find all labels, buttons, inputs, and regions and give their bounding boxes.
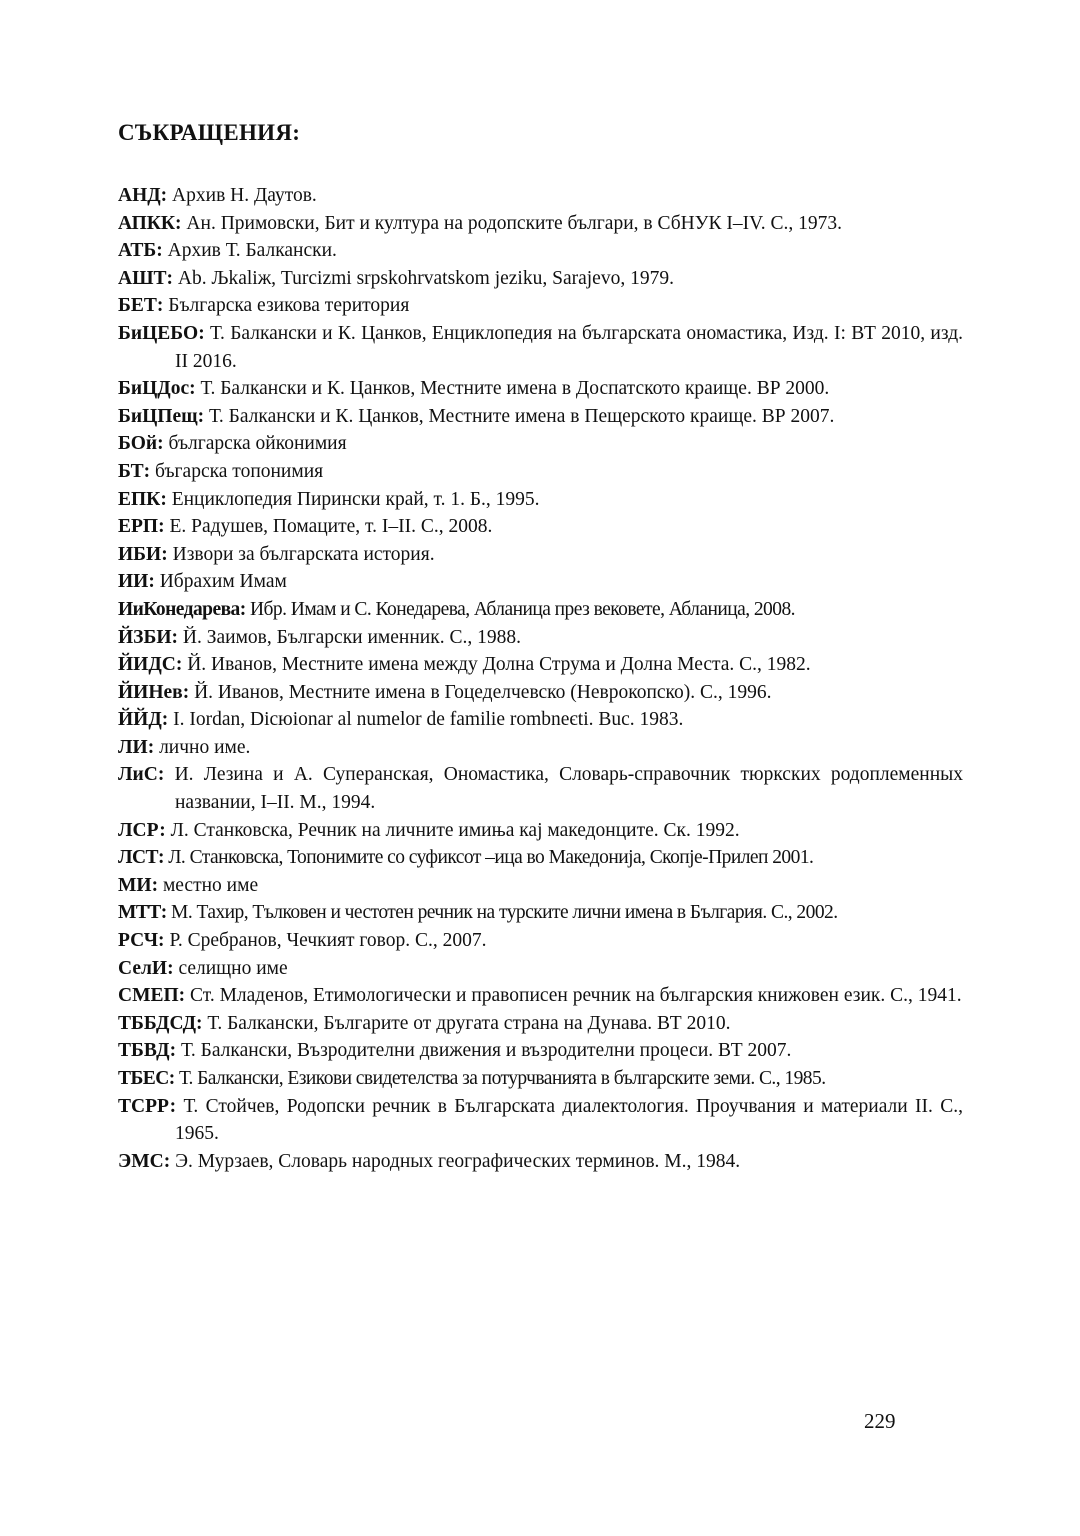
abbreviation: ЕПК:: [118, 488, 167, 510]
list-item: [118, 817, 963, 845]
abbreviation: ЛСР:: [118, 819, 166, 841]
abbreviation-definition: селищно име: [173, 957, 288, 979]
abbreviation-definition: Т. Балкански и К. Цанков, Местните имена в Пещерското краище. ВР 2007.: [204, 405, 835, 427]
abbreviation: ЭМС:: [118, 1150, 171, 1172]
abbreviation: АПКК:: [118, 212, 182, 234]
list-item: [118, 486, 963, 514]
abbreviation-definition: бъгарска топонимия: [150, 460, 324, 482]
list-item: [118, 982, 963, 1010]
abbreviation: ЙЗБИ:: [118, 626, 179, 648]
abbreviation: ИБИ:: [118, 543, 168, 565]
list-item: [118, 927, 963, 955]
list-item: [118, 237, 963, 265]
abbreviation-definition: Извори за българската история.: [167, 543, 435, 565]
list-item: [118, 430, 963, 458]
abbreviation: ТСРР:: [118, 1095, 177, 1117]
abbreviation: ТББДСД:: [118, 1012, 203, 1034]
list-item: [118, 541, 963, 569]
abbreviation-definition: Архив Т. Балкански.: [162, 240, 337, 262]
abbreviation: АШТ:: [118, 267, 173, 289]
abbreviation: БОй:: [118, 433, 164, 455]
abbreviation-definition: Е. Радушев, Помаците, т. I–II. С., 2008.: [164, 516, 493, 538]
abbreviation-definition: лично име.: [154, 736, 251, 758]
list-item: [118, 872, 963, 900]
list-item: [118, 292, 963, 320]
abbreviation-definition: Т. Балкански и К. Цанков, Енциклопедия на българската ономастика, Изд. I: ВТ 2010, изд. II 2016.: [175, 322, 963, 372]
list-item: [118, 1148, 963, 1176]
abbreviation: БиЦДос:: [118, 378, 196, 400]
abbreviation: БиЦЕБО:: [118, 322, 205, 344]
page-title: СЪКРАЩЕНИЯ:: [118, 120, 301, 145]
abbreviation: МТТ:: [118, 902, 167, 924]
list-item: [118, 761, 963, 816]
abbreviation-definition: българска ойконимия: [163, 433, 347, 455]
abbreviation-definition: Архив Н. Даутов.: [167, 185, 317, 206]
list-item: [118, 320, 963, 375]
list-item: [118, 624, 963, 652]
abbreviation-definition: М. Тахир, Тълковен и честотен речник на турските лични имена в България. С., 2002.: [166, 902, 838, 924]
abbreviation-definition: Енциклопедия Пирински край, т. 1. Б., 1995.: [166, 488, 540, 510]
abbreviation: АТБ:: [118, 240, 163, 262]
list-item: [118, 706, 963, 734]
abbreviation-definition: Й. Заимов, Български именник. С., 1988.: [178, 626, 521, 648]
list-item: [118, 265, 963, 293]
abbreviation-definition: И. Лезина и А. Суперанская, Ономастика, Словарь-справочник тюркских родоплеменных названии, I–II. М., 1994.: [164, 764, 963, 814]
list-item: [118, 513, 963, 541]
abbreviation: ТБВД:: [118, 1040, 177, 1062]
abbreviation-definition: Й. Иванов, Местните имена между Долна Струма и Долна Места. С., 1982.: [182, 654, 811, 676]
abbreviation: СелИ:: [118, 957, 174, 979]
abbreviation-definition: Т. Балкански и К. Цанков, Местните имена в Доспатското краище. ВР 2000.: [195, 378, 830, 400]
abbreviation-definition: Т. Балкански, Българите от другата страна на Дунава. ВТ 2010.: [202, 1012, 731, 1034]
abbreviation: АНД:: [118, 185, 168, 206]
abbreviation-definition: Л. Станковска, Речник на личните имиња кај македонците. Ск. 1992.: [165, 819, 740, 841]
abbreviation: БЕТ:: [118, 295, 164, 317]
list-item: [118, 1010, 963, 1038]
abbreviation: ЙИНев:: [118, 681, 190, 703]
abbreviation: ЙИДС:: [118, 654, 183, 676]
list-item: [118, 679, 963, 707]
list-item: [118, 734, 963, 762]
abbreviation: СМЕП:: [118, 985, 186, 1007]
abbreviation-definition: Р. Сребранов, Чечкият говор. С., 2007.: [164, 930, 487, 952]
list-item: [118, 375, 963, 403]
list-item: [118, 568, 963, 596]
abbreviation-definition: I. Iordan, Dicюionar al numelor de familie rombneєti. Buc. 1983.: [168, 709, 684, 731]
abbreviation-definition: Ибр. Имам и С. Конедарева, Абланица през вековете, Абланица, 2008.: [245, 598, 795, 620]
abbreviation-definition: Ан. Примовски, Бит и култура на родопските българи, в СбНУК I–IV. С., 1973.: [181, 212, 842, 234]
abbreviation-definition: Л. Станковска, Топонимите со суфиксот –ица во Македонија, Скопје-Прилеп 2001.: [163, 847, 814, 869]
list-item: [118, 182, 963, 210]
abbreviation: ЙЙД:: [118, 709, 169, 731]
abbreviation-definition: Т. Балкански, Езикови свидетелства за потурчванията в българските земи. С., 1985.: [174, 1068, 826, 1089]
abbreviation: ЛИ:: [118, 736, 155, 758]
abbreviation: ЛСТ:: [118, 847, 164, 869]
list-item: [118, 596, 963, 624]
abbreviation: ЕРП:: [118, 516, 165, 538]
abbreviation-definition: Й. Иванов, Местните имена в Гоцеделчевско (Неврокопско). С., 1996.: [189, 681, 772, 703]
list-item: [118, 1093, 963, 1148]
abbreviation-definition: Ст. Младенов, Етимологически и правописен речник на българския книжовен език. С., 1941.: [185, 985, 962, 1007]
list-item: [118, 1037, 963, 1065]
abbreviation: МИ:: [118, 874, 159, 896]
abbreviation-definition: Българска езикова територия: [163, 295, 410, 317]
abbreviation: ТБЕС:: [118, 1068, 175, 1089]
abbreviation: ИИ:: [118, 571, 155, 593]
abbreviation: БиЦПещ:: [118, 405, 205, 427]
list-item: [118, 651, 963, 679]
list-item: [118, 458, 963, 486]
abbreviation: РСЧ:: [118, 930, 165, 952]
abbreviation-definition: Т. Стойчев, Родопски речник в Българската диалектология. Проучвания и материали II. С., 1965.: [175, 1095, 963, 1145]
list-item: [118, 1065, 963, 1093]
abbreviation: БТ:: [118, 460, 151, 482]
abbreviation: ЛиС:: [118, 764, 165, 786]
abbreviation-definition: Э. Мурзаев, Словарь народных географических терминов. М., 1984.: [170, 1150, 741, 1172]
page-number: 229: [864, 1409, 896, 1433]
abbreviation-list: [118, 182, 963, 1175]
list-item: [118, 955, 963, 983]
abbreviation-definition: Т. Балкански, Възродителни движения и възродителни процеси. ВТ 2007.: [176, 1040, 792, 1062]
abbreviation-definition: Ибрахим Имам: [154, 571, 287, 593]
list-item: [118, 899, 963, 927]
list-item: [118, 844, 963, 872]
abbreviation-definition: местно име: [158, 874, 259, 896]
list-item: [118, 403, 963, 431]
abbreviation: ИиКонедарева:: [118, 598, 246, 620]
list-item: [118, 210, 963, 238]
abbreviation-definition: Ab. Љkaliж, Turcizmi srpskohrvatskom jeziku, Sarajevo, 1979.: [173, 267, 674, 289]
